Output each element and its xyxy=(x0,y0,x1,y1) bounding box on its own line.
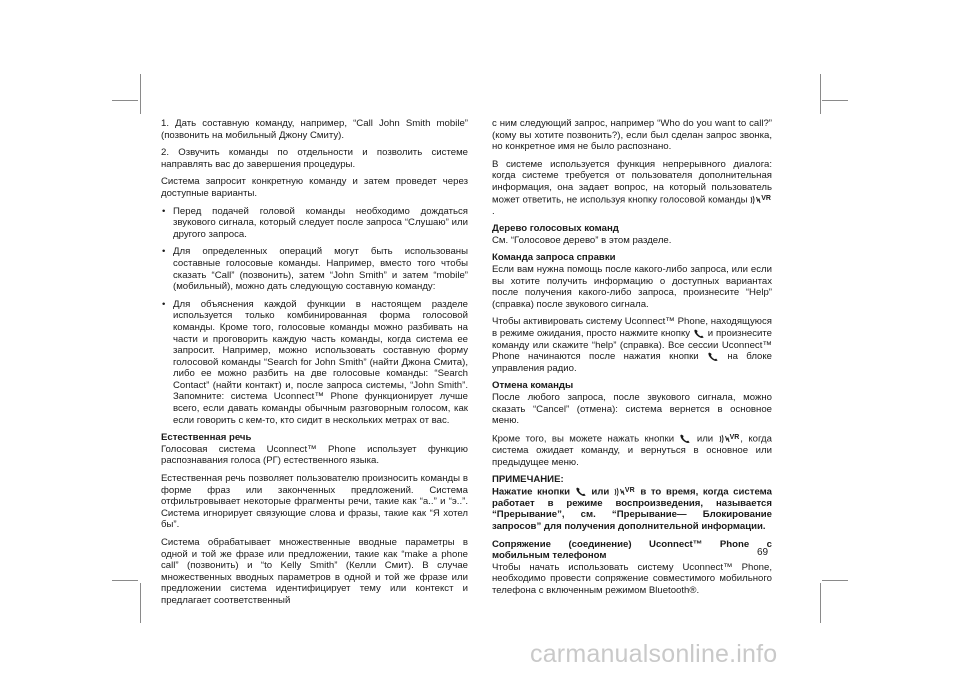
crop-mark xyxy=(820,74,821,114)
phone-icon xyxy=(575,487,587,497)
paragraph-text: или xyxy=(696,433,714,445)
left-column xyxy=(161,118,468,613)
section-heading: Отмена команды xyxy=(492,380,574,392)
paragraph-text: В системе используется функция непрерывного диалога: когда системе требуется от пользователя дополнительная информация, она задает вопрос, на который пользователь может ответить, не используя кнопку голосовой команды xyxy=(492,158,772,206)
paragraph-text: Кроме того, вы можете нажать кнопки xyxy=(492,433,675,445)
phone-icon xyxy=(679,434,691,444)
paragraph xyxy=(492,159,772,218)
paragraph-text: Нажатие кнопки xyxy=(492,486,571,498)
crop-mark xyxy=(112,580,138,581)
note-heading: ПРИМЕЧАНИЕ: xyxy=(492,474,564,486)
paragraph-text: или xyxy=(591,486,610,498)
paragraph: 1. Дать составную команду, например, “Call John Smith mobile” (позвонить на мобильный Джону Смиту). xyxy=(161,118,468,141)
section-heading: Сопряжение (соединение) Uconnect™ Phone с мобильным телефоном xyxy=(492,538,772,562)
voice-recognition-icon xyxy=(614,486,636,498)
paragraph: Если вам нужна помощь после какого-либо запроса, или если вы хотите получить информацию о доступных вариантах после получения какого-либо запроса, произнесите “Help” (справка) после звукового сигнала. xyxy=(492,264,772,310)
crop-mark xyxy=(140,74,141,114)
paragraph-text: в то время, когда система работает в режиме воспроизведения, называется “Прерывание”, см. “Прерывание— Блокирование запросов” для получения дополнительной информации. xyxy=(492,486,772,532)
bullet-item: • Перед подачей головой команды необходимо дождаться звукового сигнала, который следует после запроса “Слушаю” или другого запроса. xyxy=(161,206,468,241)
voice-icon-label: VR xyxy=(761,194,771,202)
crop-mark xyxy=(112,100,138,101)
paragraph xyxy=(492,433,772,468)
paragraph-text: . xyxy=(492,205,495,217)
crop-mark xyxy=(140,583,141,623)
phone-icon xyxy=(693,329,705,339)
paragraph: См. “Голосовое дерево” в этом разделе. xyxy=(492,234,672,246)
crop-mark xyxy=(822,100,848,101)
page-number: 69 xyxy=(757,547,769,558)
paragraph xyxy=(492,316,772,374)
bullet-item: • Для определенных операций могут быть использованы составные голосовые команды. Например, вместо того чтобы сказать “Call” (позвонить), затем “John Smith” и затем “mobile” (мобильный), можно дать следующую составную команду: xyxy=(161,246,468,292)
section-heading: Дерево голосовых команд xyxy=(492,223,619,235)
paragraph: Система запросит конкретную команду и затем проведет через доступные варианты. xyxy=(161,176,468,199)
phone-icon xyxy=(707,352,719,362)
section-heading: Команда запроса справки xyxy=(492,252,616,264)
watermark: carmanualsonline.info xyxy=(530,640,778,668)
paragraph-text: , когда система ожидает команду, и вернуться в основное или предыдущее меню. xyxy=(492,433,772,468)
section-heading: Естественная речь xyxy=(161,432,252,444)
paragraph: Чтобы начать использовать систему Uconnect™ Phone, необходимо провести сопряжение совместимого мобильного телефона с включенным режимом Bluetooth®. xyxy=(492,561,772,596)
paragraph-text: Чтобы активировать систему Uconnect™ Phone, находящуюся в режиме ожидания, просто нажмите кнопку xyxy=(492,316,772,340)
paragraph: Система обрабатывает множественные вводные параметры в одной и той же фразе или предложении, такие как “make a phone call” (позвонить) и “to Kelly Smith” (Келли Смит). В случае множественных вводных параметров в одной и той же фразе или предложении система идентифицирует тему или контекст и предлагает соответственный xyxy=(161,537,468,606)
crop-mark xyxy=(820,583,821,623)
paragraph: с ним следующий запрос, например “Who do you want to call?” (кому вы хотите позвонить?), если был сделан запрос звонка, но конкретное имя не было распознано. xyxy=(492,118,772,153)
right-column xyxy=(492,118,772,603)
note-paragraph xyxy=(492,486,772,533)
paragraph: Голосовая система Uconnect™ Phone использует функцию распознавания голоса (РГ) естественного языка. xyxy=(161,443,468,467)
paragraph-text: на блоке управления радио. xyxy=(492,351,773,374)
paragraph-text: и произнесите команду или скажите “help” (справка). Все сессии Uconnect™ Phone начинаются после нажатия кнопки xyxy=(492,328,772,363)
voice-recognition-icon xyxy=(719,433,741,445)
paragraph: Естественная речь позволяет пользователю произносить команды в форме фраз или законченных предложений. Система отфильтровывает некоторые фрагменты речи, такие как “а..” и “э..”. Система игнорирует связующие слова и фразы, такие как “Я хотел бы”. xyxy=(161,473,468,531)
voice-icon-label: VR xyxy=(729,433,740,441)
crop-mark xyxy=(822,580,848,581)
bullet-item: • Для объяснения каждой функции в настоящем разделе используется только комбинированная форма голосовой команды. Кроме того, голосовые команды можно разбивать на части и проговорить каждую часть команды, когда система ее запросит. Например, можно использовать составную форму голосовой команды “Search for John Smith” (найти Джона Смита), либо ее можно разбить на две голосовые команды: “Search Contact” (найти контакт) и, после запроса системы, “John Smith”. Запомните: система Uconnect™ Phone функционирует лучше всего, если давать команды обычным разговорным голосом, как если говорить с кем-то, кто сидит в нескольких метрах от вас. xyxy=(161,299,468,427)
paragraph: После любого запроса, после звукового сигнала, можно сказать “Cancel” (отмена): система вернется в основное меню. xyxy=(492,392,772,427)
voice-icon-label: VR xyxy=(624,486,635,494)
paragraph: 2. Озвучить команды по отдельности и позволить системе направлять вас до завершения процедуры. xyxy=(161,147,468,170)
voice-recognition-icon xyxy=(750,194,772,206)
